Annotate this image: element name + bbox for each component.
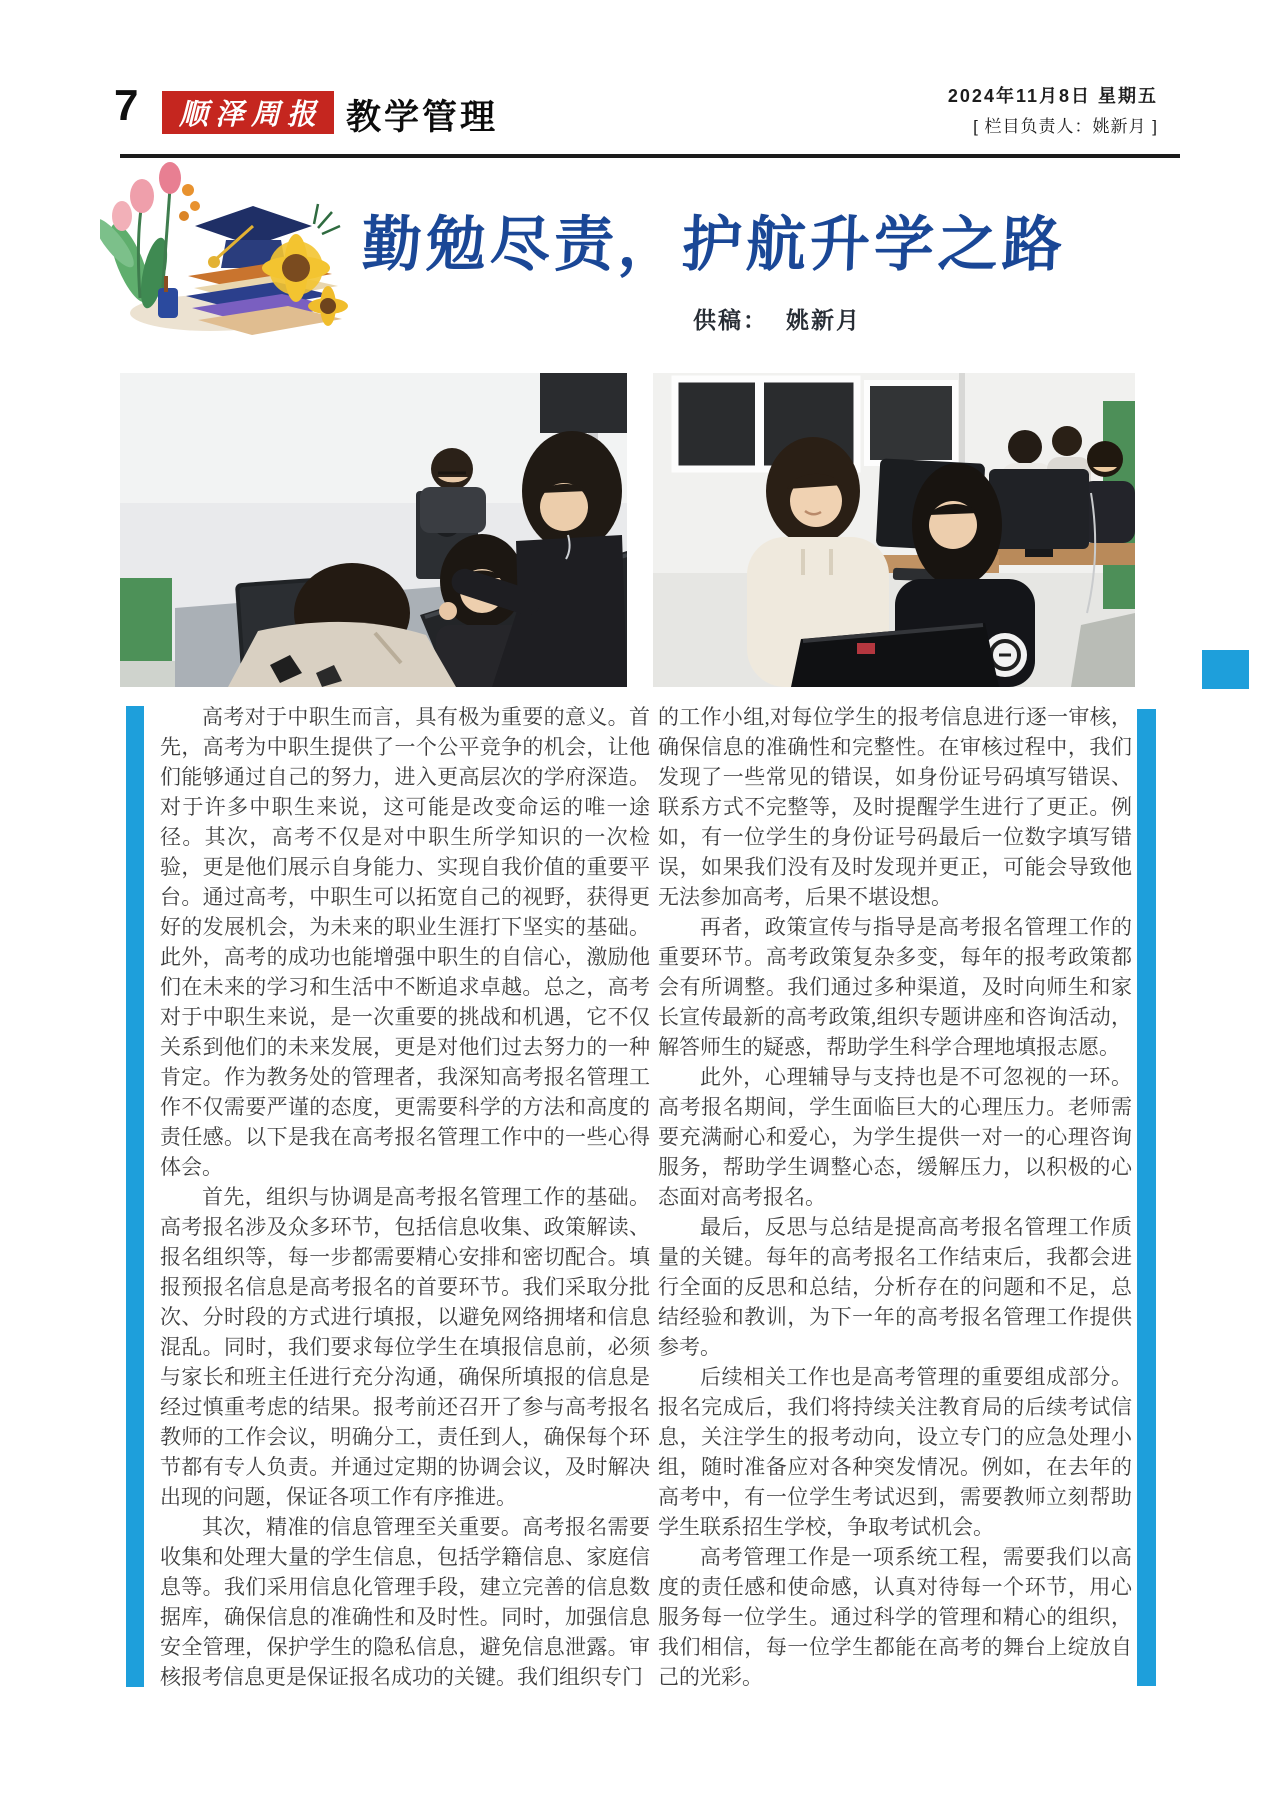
flowers-books-illustration — [100, 148, 350, 340]
article-column-right — [658, 702, 1132, 1692]
paragraph: 高考对于中职生而言，具有极为重要的意义。首先，高考为中职生提供了一个公平竞争的机会，让他们能够通过自己的努力，进入更高层次的学府深造。对于许多中职生来说，这可能是改变命运的唯一途径。其次，高考不仅是对中职生所学知识的一次检验，更是他们展示自身能力、实现自我价值的重要平台。通过高考，中职生可以拓宽自己的视野，获得更好的发展机会，为未来的职业生涯打下坚实的基础。此外，高考的成功也能增强中职生的自信心，激励他们在未来的学习和生活中不断追求卓越。总之，高考对于中职生来说，是一次重要的挑战和机遇，它不仅关系到他们的未来发展，更是对他们过去努力的一种肯定。作为教务处的管理者，我深知高考报名管理工作不仅需要严谨的态度，更需要科学的方法和高度的责任感。以下是我在高考报名管理工作中的一些心得体会。 — [160, 705, 650, 1179]
byline-label: 供稿： — [693, 307, 768, 333]
paragraph: 最后，反思与总结是提高高考报名管理工作质量的关键。每年的高考报名工作结束后，我都会进行全面的反思和总结，分析存在的问题和不足，总结经验和教训，为下一年的高考报名管理工作提供参考。 — [658, 1215, 1132, 1359]
article-headline: 勤勉尽责，护航升学之路 — [360, 211, 1068, 278]
paragraph: 再者，政策宣传与指导是高考报名管理工作的重要环节。高考政策复杂多变，每年的报考政策都会有所调整。我们通过多种渠道，及时向师生和家长宣传最新的高考政策,组织专题讲座和咨询活动，解答师生的疑惑，帮助学生科学合理地填报志愿。 — [658, 915, 1132, 1059]
right-accent-bar — [1137, 709, 1156, 1686]
byline — [693, 302, 861, 335]
header-right — [948, 82, 1158, 137]
right-classroom-photo — [653, 373, 1135, 687]
paragraph: 首先，组织与协调是高考报名管理工作的基础。高考报名涉及众多环节，包括信息收集、政策解读、报名组织等，每一步都需要精心安排和密切配合。填报预报名信息是高考报名的首要环节。我们采取分批次、分时段的方式进行填报，以避免网络拥堵和信息混乱。同时，我们要求每位学生在填报信息前，必须与家长和班主任进行充分沟通，确保所填报的信息是经过慎重考虑的结果。报考前还召开了参与高考报名教师的工作会议，明确分工，责任到人，确保每个环节都有专人负责。并通过定期的协调会议，及时解决出现的问题，保证各项工作有序推进。 — [160, 1185, 650, 1509]
left-classroom-photo — [120, 373, 627, 687]
masthead-box — [162, 91, 334, 134]
byline-name: 姚新月 — [786, 307, 861, 333]
page-number: 7 — [114, 81, 139, 130]
paragraph: 后续相关工作也是高考管理的重要组成部分。报名完成后，我们将持续关注教育局的后续考试信息，关注学生的报考动向，设立专门的应急处理小组，随时准备应对各种突发情况。例如，在去年的高考中，有一位学生考试迟到，需要教师立刻帮助学生联系招生学校，争取考试机会。 — [658, 1365, 1132, 1539]
masthead-title: 顺泽周报 — [178, 99, 323, 131]
paragraph-continuation: 的工作小组,对每位学生的报考信息进行逐一审核，确保信息的准确性和完整性。在审核过程中，我们发现了一些常见的错误，如身份证号码填写错误、联系方式不完整等，及时提醒学生进行了更正。例如，有一位学生的身份证号码最后一位数字填写错误，如果我们没有及时发现并更正，可能会导致他无法参加高考，后果不堪设想。 — [658, 705, 1132, 909]
left-accent-bar — [126, 706, 144, 1687]
editor-line: [ 栏目负责人：姚新月 ] — [973, 117, 1158, 136]
paragraph: 其次，精准的信息管理至关重要。高考报名需要收集和处理大量的学生信息，包括学籍信息、家庭信息等。我们采用信息化管理手段，建立完善的信息数据库，确保信息的准确性和及时性。同时，加强信息安全管理，保护学生的隐私信息，避免信息泄露。审核报考信息更是保证报名成功的关键。我们组织专门 — [160, 1515, 650, 1689]
section-title: 教学管理 — [346, 98, 499, 137]
date-line: 2024年11月8日 星期五 — [947, 86, 1158, 106]
paragraph: 此外，心理辅导与支持也是不可忽视的一环。高考报名期间，学生面临巨大的心理压力。老师需要充满耐心和爱心，为学生提供一对一的心理咨询服务，帮助学生调整心态，缓解压力，以积极的心态面对高考报名。 — [658, 1065, 1132, 1209]
paragraph: 高考管理工作是一项系统工程，需要我们以高度的责任感和使命感，认真对待每一个环节，用心服务每一位学生。通过科学的管理和精心的组织，我们相信，每一位学生都能在高考的舞台上绽放自己的光彩。 — [658, 1545, 1132, 1689]
corner-accent-square — [1202, 650, 1249, 689]
article-column-left — [160, 702, 650, 1692]
